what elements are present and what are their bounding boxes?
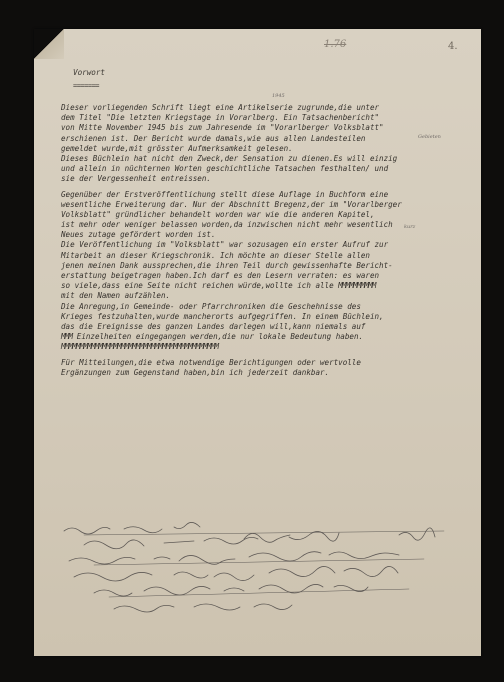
text-line: Ergänzungen zum Gegenstand haben,bin ich jederzeit dankbar. <box>61 367 330 377</box>
text-line: Krieges festzuhalten,wurde mancherorts aufgegriffen. In einem Büchlein, <box>61 311 384 321</box>
text-line: von Mitte November 1945 bis zum Jahresende im "Vorarlberger Volksblatt" <box>61 123 384 133</box>
text-line: Die Veröffentlichung im "Volksblatt" war sozusagen ein erster Aufruf zur <box>61 240 389 250</box>
text-line: erstattung beigetragen haben.Ich darf es den Lesern verraten: es waren <box>61 271 380 280</box>
text-line: mit den Namen aufzählen. <box>61 291 171 301</box>
text-line: sie der Vergessenheit entreissen. <box>61 174 211 184</box>
text-line <box>61 332 477 342</box>
text-line-content: so viele,dass eine Seite nicht reichen würde,wollte ich alle <box>61 281 334 291</box>
text-line: Mitarbeit an dieser Kriegschronik. Ich möchte an dieser Stelle allen <box>61 250 370 260</box>
text-line: erschienen ist. Der Bericht wurde damals,wie aus allen Landesteilen <box>61 133 366 143</box>
corner-number: 1.76 <box>324 39 347 50</box>
text-line: wesentliche Erweiterung dar. Nur der Abschnitt Bregenz,der im "Vorarlberger <box>61 199 402 209</box>
text-line: Neues zutage gefördert worden ist. <box>61 230 216 240</box>
struck-out-text: MMM <box>61 332 73 342</box>
document-body <box>61 103 477 378</box>
text-line: Für Mitteilungen,die etwa notwendige Berichtigungen oder wertvolle <box>61 357 361 367</box>
pencil-annotation: kurz <box>404 224 416 230</box>
document-page <box>34 29 481 656</box>
text-line <box>61 281 477 291</box>
text-line-content: Einzelheiten eingegangen werden,die nur lokale Bedeutung haben. <box>76 332 364 342</box>
text-line: das die Ereignisse des ganzen Landes darlegen will,kann niemals auf <box>61 321 366 331</box>
text-line: dem Titel "Die letzten Kriegstage in Vorarlberg. Ein Tatsachenbericht" <box>61 113 380 123</box>
struck-out-text: MMMMMMMMMM <box>338 281 376 291</box>
document-title: Vorwort <box>73 68 106 77</box>
text-line: Dieses Büchlein hat nicht den Zweck,der Sensation zu dienen.Es will einzig <box>61 153 398 163</box>
title-underline: ======= <box>73 82 100 90</box>
text-line: Die Anregung,in Gemeinde- oder Pfarrchroniken die Geschehnisse des <box>61 301 361 311</box>
folded-corner <box>34 29 64 59</box>
text-line: jenen meinen Dank aussprechen,die ihren Teil durch gewissenhafte Bericht- <box>61 260 393 270</box>
text-line: Gegenüber der Erstveröffentlichung stellt diese Auflage in Buchform eine <box>61 189 389 199</box>
page-mark: 4. <box>448 41 458 52</box>
pencil-annotation: 1945 <box>272 93 285 99</box>
handwritten-scribbles <box>54 517 464 627</box>
text-line: ist mehr oder weniger belassen worden,da inzwischen nicht mehr wesentlich <box>61 220 393 230</box>
text-line: und allein in nüchternen Worten geschichtliche Tatsachen festhalten/ und <box>61 164 389 174</box>
text-line: gemeldet wurde,mit grösster Aufmerksamkeit gelesen. <box>61 143 293 153</box>
pencil-annotation: Gebieten <box>418 134 441 140</box>
text-line: Volksblatt" gründlicher behandelt worden war wie die anderen Kapitel, <box>61 209 375 219</box>
text-line: Dieser vorliegenden Schrift liegt eine Artikelserie zugrunde,die unter <box>61 103 380 112</box>
struck-out-line: MMMMMMMMMMMMMMMMMMMMMMMMMMMMMMMMMMMMMMMMMM <box>61 342 219 352</box>
